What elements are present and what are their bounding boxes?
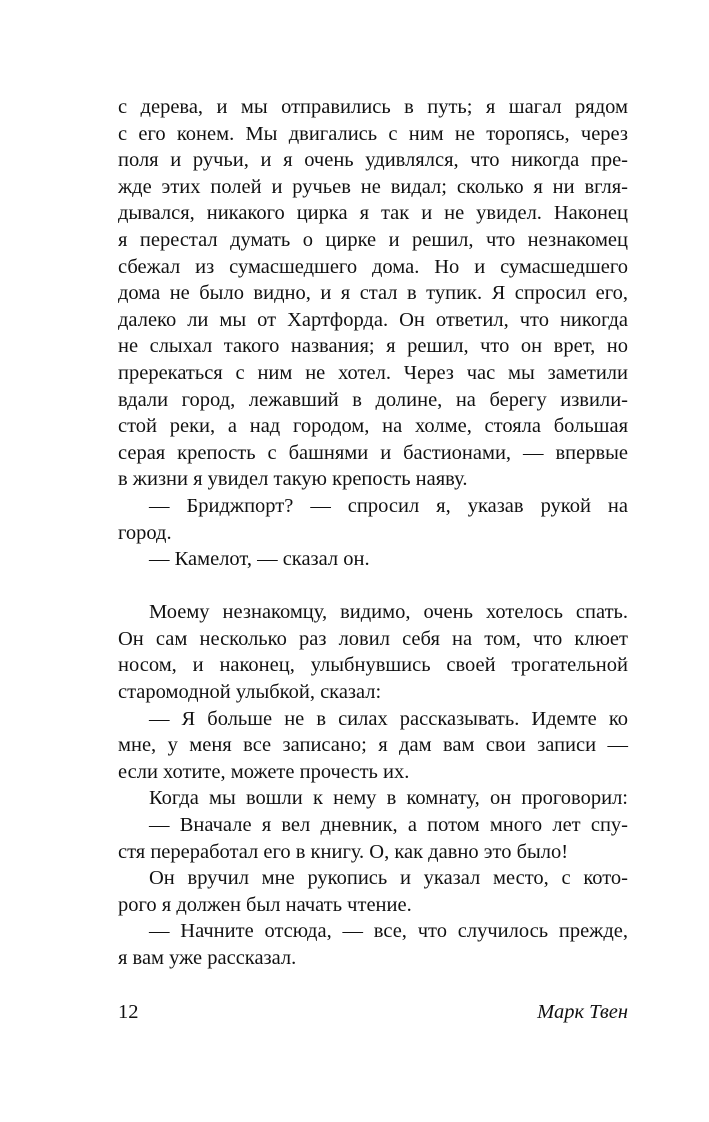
text-line: стой реки, а над городом, на холме, стояла большая bbox=[118, 415, 628, 438]
text-line: вдали город, лежавший в долине, на берегу извили- bbox=[118, 388, 628, 411]
page-number: 12 bbox=[118, 1001, 139, 1023]
text-line: с его конем. Мы двигались с ним не торопясь, через bbox=[118, 122, 628, 145]
text-line: сбежал из сумасшедшего дома. Но и сумасшедшего bbox=[118, 255, 628, 278]
text-line: дома не было видно, и я стал в тупик. Я спросил его, bbox=[118, 282, 628, 305]
text-line: носом, и наконец, улыбнувшись своей трогательной bbox=[118, 654, 628, 677]
text-line: в жизни я увидел такую крепость наяву. bbox=[118, 468, 468, 491]
text-line: Он сам несколько раз ловил себя на том, что клюет bbox=[118, 627, 628, 650]
text-line: — Вначале я вел дневник, а потом много лет спу- bbox=[149, 814, 628, 837]
text-line: стя переработал его в книгу. О, как давно это было! bbox=[118, 840, 569, 863]
paragraph-gap bbox=[118, 573, 628, 600]
text-line: город. bbox=[118, 521, 172, 544]
page-body-text bbox=[118, 94, 628, 972]
text-line: — Начните отсюда, — все, что случилось прежде, bbox=[149, 920, 628, 943]
text-line: мне, у меня все записано; я дам вам свои записи — bbox=[118, 734, 628, 757]
running-footer-author: Марк Твен bbox=[537, 1001, 628, 1023]
text-line: жде этих полей и ручьев не видал; сколько я ни вгля- bbox=[118, 175, 628, 198]
text-line: рого я должен был начать чтение. bbox=[118, 893, 412, 916]
text-line: далеко ли мы от Хартфорда. Он ответил, что никогда bbox=[118, 308, 628, 331]
text-line: дывался, никакого цирка я так и не увидел. Наконец bbox=[118, 202, 628, 225]
text-line: старомодной улыбкой, сказал: bbox=[118, 681, 382, 704]
text-line: если хотите, можете прочесть их. bbox=[118, 760, 410, 783]
text-line: Моему незнакомцу, видимо, очень хотелось спать. bbox=[149, 601, 628, 624]
text-line: пререкаться с ним не хотел. Через час мы заметили bbox=[118, 361, 628, 384]
text-line: — Камелот, — сказал он. bbox=[149, 548, 370, 571]
text-line: — Бриджпорт? — спросил я, указав рукой на bbox=[149, 494, 628, 517]
page-footer bbox=[118, 998, 628, 1026]
text-line: я вам уже рассказал. bbox=[118, 947, 297, 969]
text-line: с дерева, и мы отправились в путь; я шагал рядом bbox=[118, 96, 628, 118]
text-line: Он вручил мне рукопись и указал место, с кото- bbox=[149, 867, 628, 890]
text-line: поля и ручьи, и я очень удивлялся, что никогда пре- bbox=[118, 149, 628, 172]
text-line: я перестал думать о цирке и решил, что незнакомец bbox=[118, 228, 628, 251]
text-line: — Я больше не в силах рассказывать. Идемте ко bbox=[149, 707, 628, 730]
text-line: не слыхал такого названия; я решил, что он врет, но bbox=[118, 335, 628, 358]
text-line: Когда мы вошли к нему в комнату, он проговорил: bbox=[149, 787, 628, 810]
text-line: серая крепость с башнями и бастионами, — впервые bbox=[118, 441, 628, 464]
